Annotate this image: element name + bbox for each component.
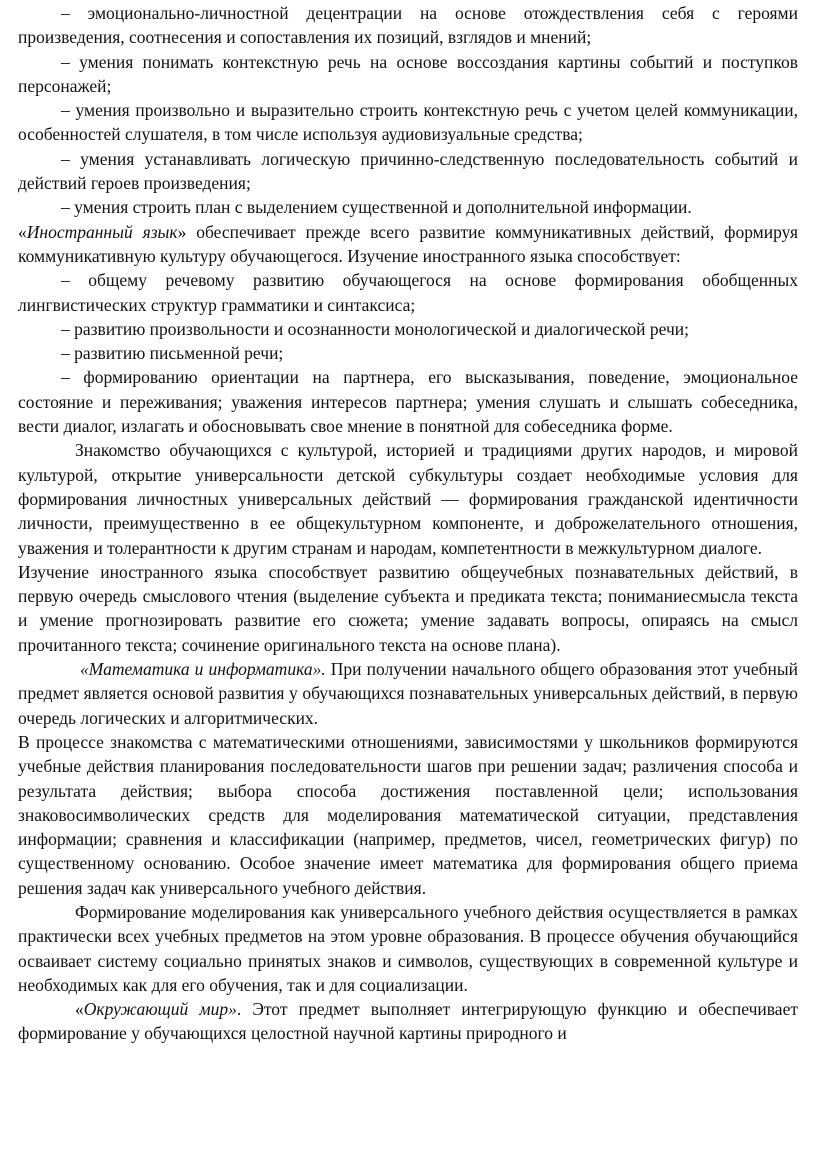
paragraph-4: – умения устанавливать логическую причинно-следственную последовательность событий и действий героев произведения; [18, 148, 798, 194]
paragraph-1: – эмоционально-личностной децентрации на основе отождествления себя с героями произведения, соотнесения и сопоставления их позиций, взглядов и мнений; [18, 3, 798, 48]
paragraph-foreign-language [18, 220, 798, 269]
paragraph-world [18, 997, 798, 1046]
paragraph-7: – общему речевому развитию обучающегося на основе формирования обобщенных лингвистических структур грамматики и синтаксиса; [18, 270, 798, 315]
paragraph-foreign-language-text: » обеспечивает прежде всего развитие коммуникативных действий, формируя коммуникативную культуру обучающегося. Изучение иностранного языка способствует: [18, 221, 798, 266]
paragraph-15: Формирование моделирования как универсального учебного действия осуществляется в рамках практически всех учебных предметов на этом уровне образования. В процессе обучения обучающийся осваивает систему социально принятых знаков и символов, существующих в современной культуре и необходимых как для его обучения, так и для социализации. [18, 901, 798, 995]
paragraph-9: – развитию письменной речи; [61, 343, 284, 364]
paragraph-8: – развитию произвольности и осознанности монологической и диалогической речи; [61, 318, 689, 339]
subject-math: «Математика и информатика». [80, 659, 326, 680]
paragraph-3: – умения произвольно и выразительно строить контекстную речь с учетом целей коммуникации, особенностей слушателя, в том числе используя аудиовизуальные средства; [18, 100, 798, 145]
paragraph-10: – формированию ориентации на партнера, его высказывания, поведение, эмоциональное состояние и переживания; уважения интересов партнера; умения слушать и слышать собеседника, вести диалог, излагать и обосновывать свое мнение в понятной для собеседника форме. [18, 367, 798, 437]
paragraph-math [18, 657, 798, 730]
paragraph-12: Изучение иностранного языка способствует развитию общеучебных познавательных действий, в первую очередь смыслового чтения (выделение субъекта и предиката текста; пониманиесмысла текста и умение прогнозировать развитие его сюжета; умение задавать вопросы, опираясь на смысл прочитанного текста; сочинение оригинального текста на основе плана). [18, 561, 798, 655]
subject-foreign-language: Иностранный язык [26, 221, 178, 242]
paragraph-11: Знакомство обучающихся с культурой, историей и традициями других народов, и мировой культурой, открытие универсальности детской субкультуры создает необходимые условия для формирования личностных универсальных действий — формирования гражданской идентичности личности, преимущественно в ее общекультурном компоненте, и доброжелательного отношения, уважения и толерантности к другим странам и народам, компетентности в межкультурном диалоге. [18, 440, 798, 558]
paragraph-5: – умения строить план с выделением существенной и дополнительной информации. [61, 197, 692, 218]
subject-world: Окружающий мир» [83, 999, 237, 1020]
paragraph-14: В процессе знакомства с математическими отношениями, зависимостями у школьников формируются учебные действия планирования последовательности шагов при решении задач; различения способа и результата действия; выбора способа достижения поставленной цели; использования знаковосимволических средств для моделирования математической ситуации, представления информации; сравнения и классификации (например, предметов, чисел, геометрических фигур) по существенному основанию. Особое значение имеет математика для формирования общего приема решения задач как универсального учебного действия. [18, 731, 798, 898]
paragraph-2: – умения понимать контекстную речь на основе воссоздания картины событий и поступков персонажей; [18, 51, 798, 96]
paragraph-math-text: При получении начального общего образования этот учебный предмет является основой развития у обучающихся познавательных универсальных действий, в первую очередь логических и алгоритмических. [18, 659, 799, 728]
paragraph-world-text: . Этот предмет выполняет интегрирующую функцию и обеспечивает формирование у обучающихся целостной научной картины природного и [18, 999, 798, 1044]
quote-open-world: « [75, 999, 84, 1020]
quote-open: « [18, 221, 27, 242]
